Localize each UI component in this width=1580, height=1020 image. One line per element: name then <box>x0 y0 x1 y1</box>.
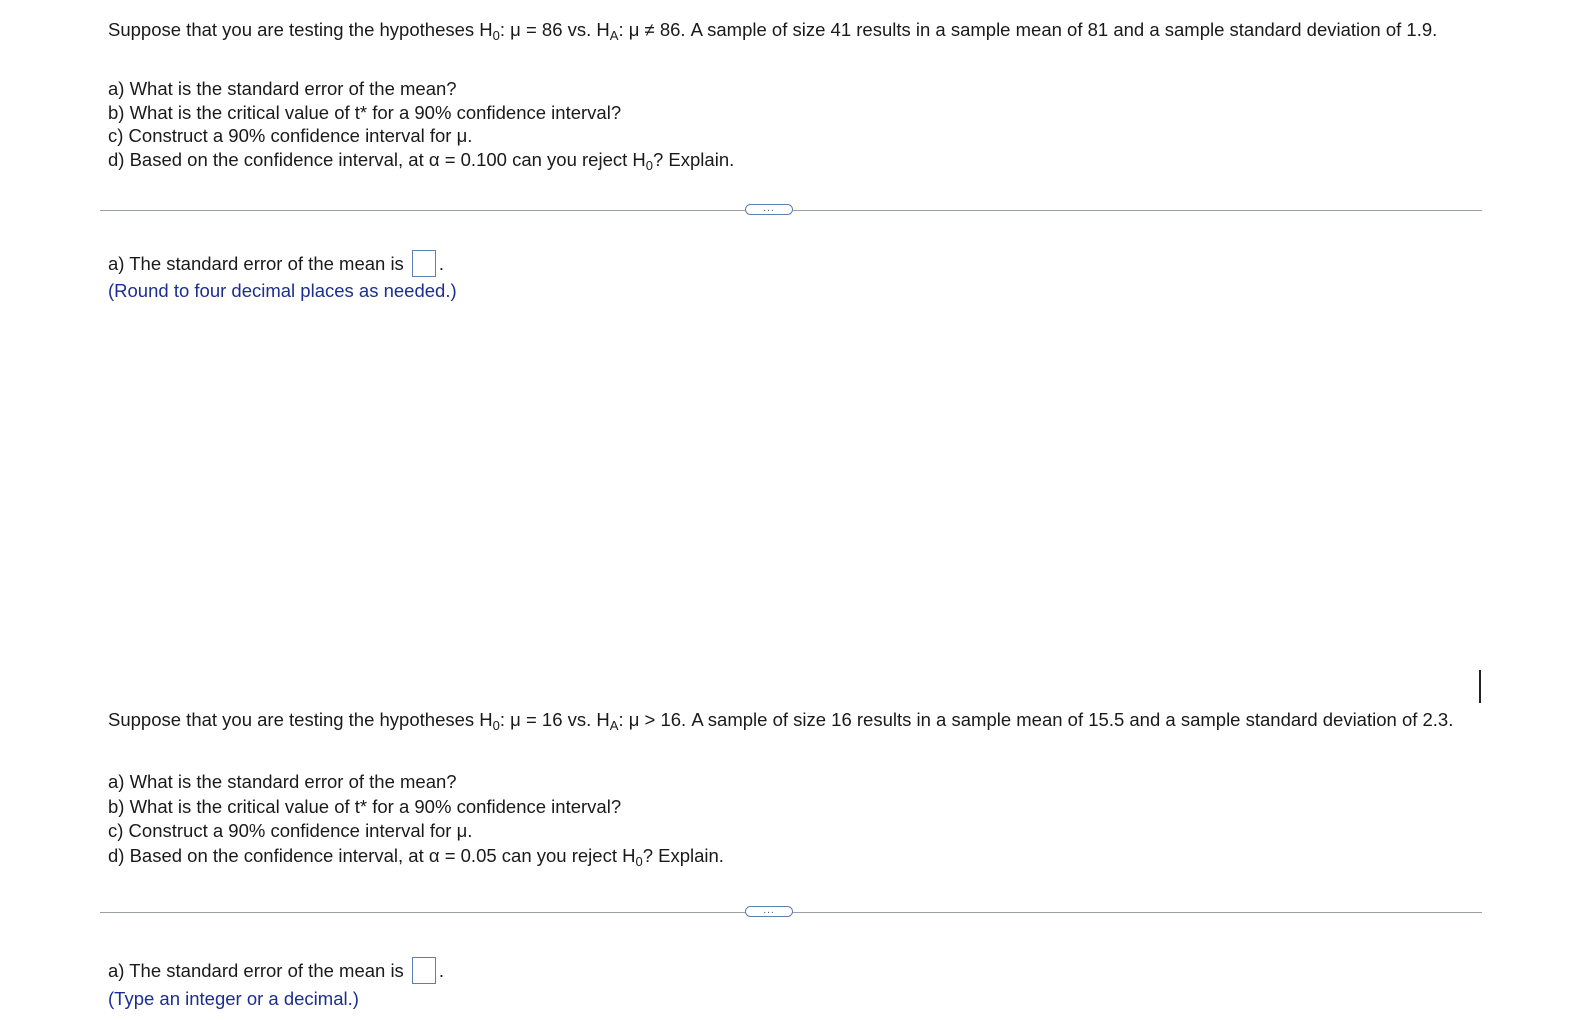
problem2-hint: (Type an integer or a decimal.) <box>108 988 359 1009</box>
problem1-questions <box>108 77 734 171</box>
text-cursor <box>1479 670 1481 703</box>
question-a: a) What is the standard error of the mean? <box>108 78 457 99</box>
problem2-answer-line: a) The standard error of the mean is . <box>108 957 444 984</box>
standard-error-input[interactable] <box>412 957 436 984</box>
problem1-hint: (Round to four decimal places as needed.) <box>108 280 457 301</box>
standard-error-input[interactable] <box>412 250 436 277</box>
problem1-statement: Suppose that you are testing the hypotheses $H_0$: μ = 86 vs. $H_A$: μ ≠ 86. A sample of size 41 results in a sample mean of 81 and a sample standard deviation of 1.9. <box>108 19 1438 43</box>
question-d: d) Based on the confidence interval, at α = 0.05 can you reject $H_0$? Explain. <box>108 844 724 869</box>
question-c: c) Construct a 90% confidence interval for μ. <box>108 125 473 146</box>
expand-more-button[interactable]: ... <box>745 906 793 917</box>
expand-more-button[interactable]: ... <box>745 204 793 215</box>
question-c: c) Construct a 90% confidence interval for μ. <box>108 820 473 841</box>
question-b: b) What is the critical value of t* for a 90% confidence interval? <box>108 101 622 123</box>
problem2-questions <box>108 770 724 868</box>
question-a: a) What is the standard error of the mean? <box>108 771 457 792</box>
problem2-statement: Suppose that you are testing the hypotheses $H_0$: μ = 16 vs. $H_A$: μ > 16. A sample of size 16 results in a sample mean of 15.5 and a sample standard deviation of 2.3. <box>108 709 1454 733</box>
question-d: d) Based on the confidence interval, at α = 0.100 can you reject $H_0$? Explain. <box>108 148 735 173</box>
question-b: b) What is the critical value of t* for a 90% confidence interval? <box>108 795 622 817</box>
problem1-answer-line: a) The standard error of the mean is . <box>108 250 444 277</box>
